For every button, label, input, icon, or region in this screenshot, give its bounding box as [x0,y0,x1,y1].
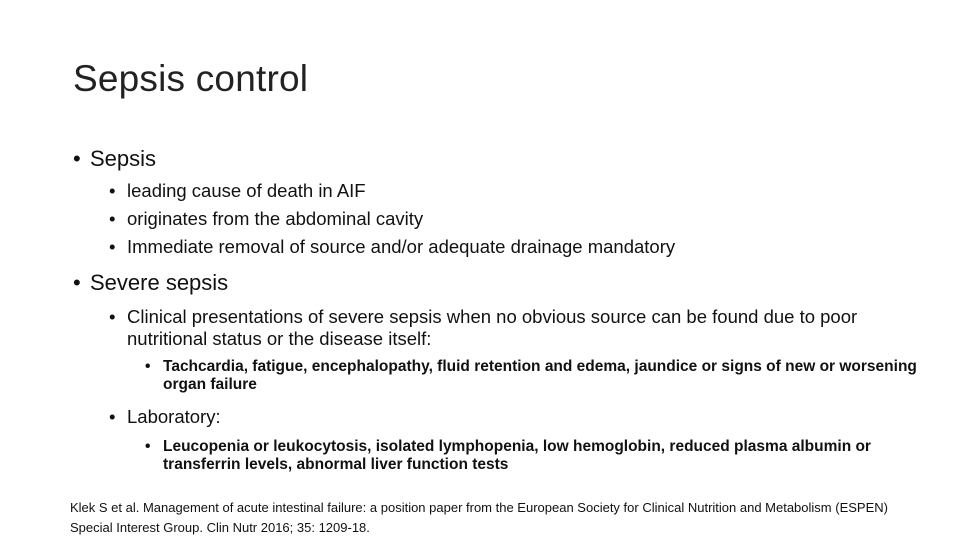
sub-bullet-text: leading cause of death in AIF [127,180,366,201]
bullet-text: Sepsis [90,146,157,171]
detail-bullet-text: Tachcardia, fatigue, encephalopathy, fluid retention and edema, jaundice or signs of new or worsening organ failure [163,358,917,393]
detail-bullet [145,358,933,394]
bullet-dot-icon: • [109,406,116,427]
citation-reference: Klek S et al. Management of acute intestinal failure: a position paper from the European Society for Clinical Nutrition and Metabolism (ESPEN) Special Interest Group. Clin Nutr 2016; 35: 1209-18. [70,500,888,535]
sub-bullet-text: Immediate removal of source and/or adequate drainage mandatory [127,236,676,257]
sub-bullet-text: Clinical presentations of severe sepsis when no obvious source can be found due to poor nutritional status or the disease itself: [127,306,858,349]
sub-bullet [109,306,933,350]
sub-bullet [109,406,933,428]
bullet-text: Severe sepsis [90,270,229,295]
bullet-dot-icon: • [145,438,151,455]
sub-bullet [109,208,933,230]
bullet-severe-sepsis [73,268,933,298]
sub-bullet [109,236,933,258]
sepsis-sub-list [73,180,933,258]
bullet-dot-icon: • [109,306,116,327]
detail-bullet [145,438,933,474]
bullet-dot-icon: • [73,146,81,171]
bullet-dot-icon: • [73,270,81,295]
detail-bullet-text: Leucopenia or leukocytosis, isolated lymphopenia, low hemoglobin, reduced plasma albumin or transferrin levels, abnormal liver function tests [163,438,871,473]
sub-bullet-text: originates from the abdominal cavity [127,208,424,229]
bullet-sepsis [73,144,933,174]
bullet-dot-icon: • [109,208,116,229]
severe-sepsis-sub-list [73,306,933,474]
sub-bullet [109,180,933,202]
sub-bullet-text: Laboratory: [127,406,221,427]
bullet-dot-icon: • [145,358,151,375]
slide-title: Sepsis control [73,58,309,99]
slide-body [73,144,933,474]
bullet-dot-icon: • [109,180,116,201]
bullet-dot-icon: • [109,236,116,257]
